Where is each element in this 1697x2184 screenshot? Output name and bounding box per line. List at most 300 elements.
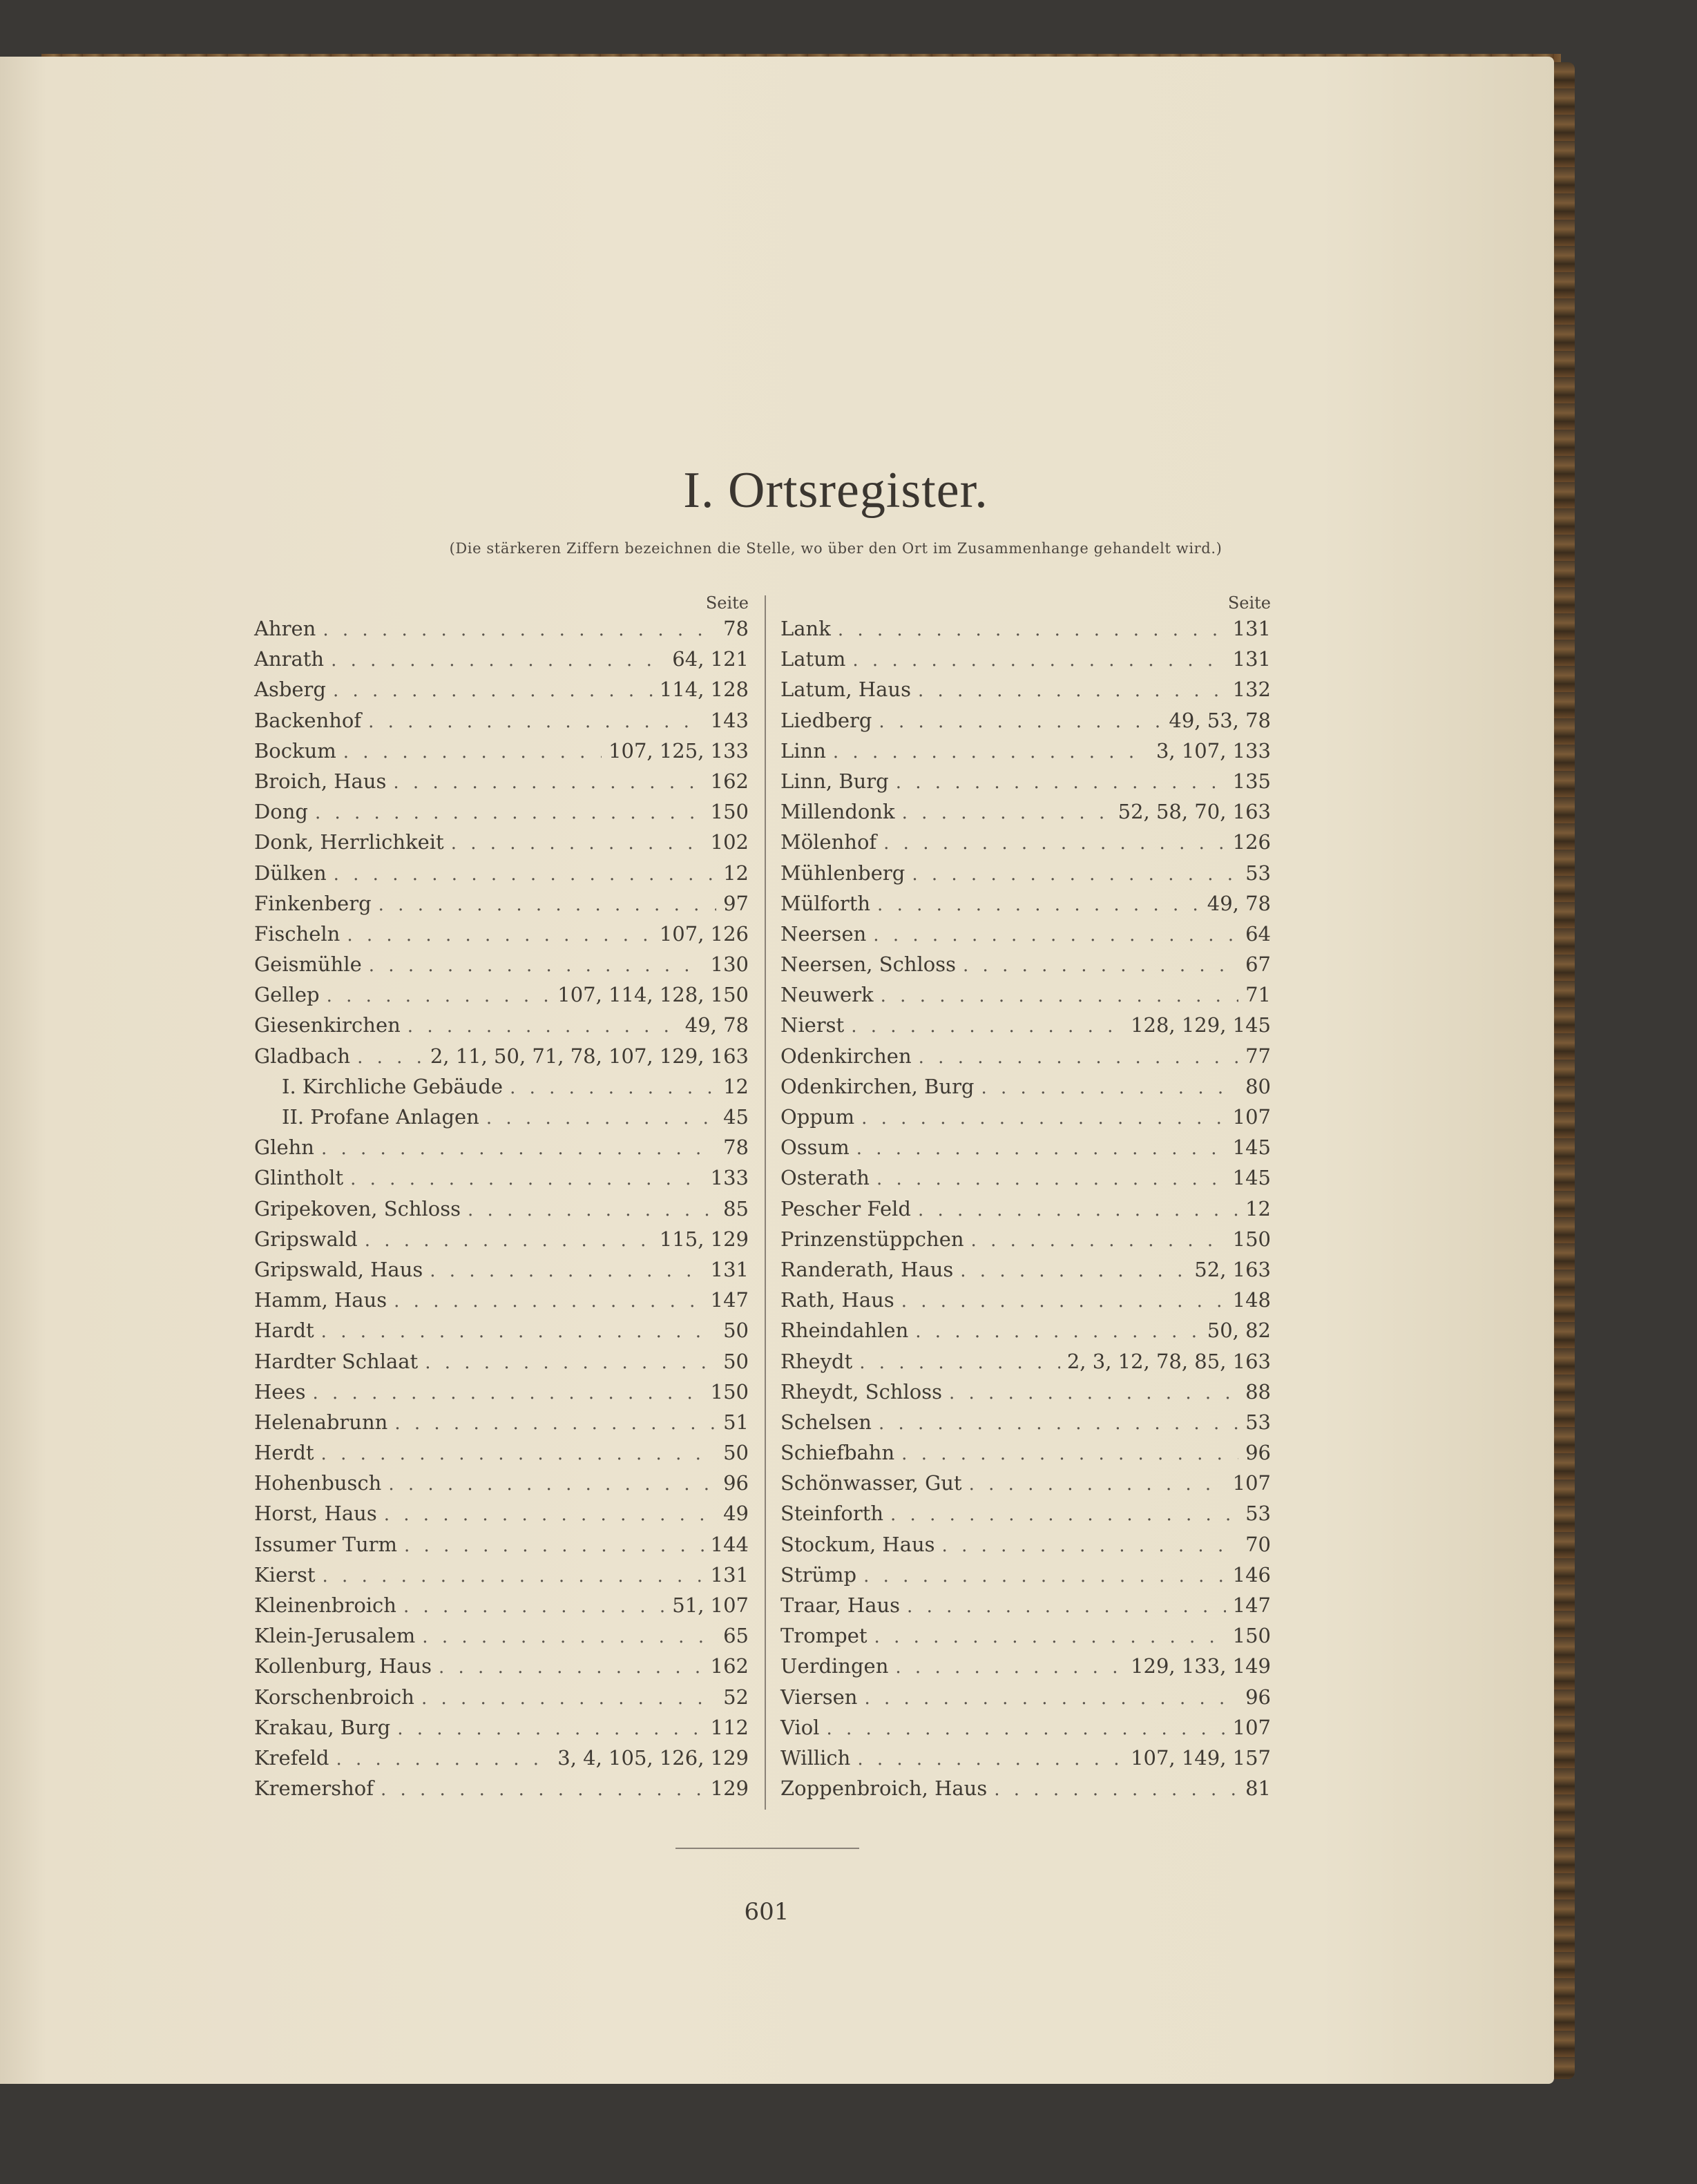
index-entry [254, 1377, 749, 1407]
dot-leader [901, 1286, 1226, 1316]
dot-leader [347, 920, 653, 950]
index-entry [780, 888, 1271, 919]
page-subtitle: (Die stärkeren Ziffern bezeichnen die Stelle, wo über den Ort im Zusammenhange gehandelt wird.) [449, 540, 1223, 557]
index-entry [780, 796, 1271, 827]
entry-page-numbers: 145 [1232, 1136, 1271, 1160]
entry-list-right [780, 613, 1271, 1803]
entry-place-name: Osterath [780, 1166, 870, 1190]
index-entry [254, 1041, 749, 1071]
entry-place-name: Hees [254, 1379, 306, 1404]
index-entry [254, 1102, 749, 1132]
dot-leader [994, 1774, 1238, 1805]
entry-page-numbers: 97 [723, 891, 749, 915]
entry-place-name: Neersen [780, 921, 867, 946]
page-title: I. Ortsregister. [683, 462, 988, 519]
dot-leader [394, 1408, 716, 1439]
index-entry [780, 1346, 1271, 1377]
entry-page-numbers: 148 [1232, 1288, 1271, 1312]
entry-place-name: Helenabrunn [254, 1410, 388, 1434]
entry-place-name: Zoppenbroich, Haus [780, 1776, 988, 1801]
entry-place-name: Krefeld [254, 1745, 329, 1770]
dot-leader [895, 1652, 1124, 1683]
entry-place-name: Klein-Jerusalem [254, 1624, 416, 1648]
index-entry [254, 1346, 749, 1377]
entry-place-name: Millendonk [780, 800, 895, 824]
index-entry [780, 1377, 1271, 1407]
index-entry [780, 1010, 1271, 1040]
index-entry [780, 1712, 1271, 1743]
entry-place-name: Randerath, Haus [780, 1257, 954, 1281]
dot-leader [468, 1195, 716, 1225]
entry-place-name: Hardter Schlaat [254, 1349, 419, 1373]
index-entry [254, 1194, 749, 1224]
entry-place-name: Geismühle [254, 952, 362, 977]
entry-page-numbers: 85 [723, 1196, 749, 1220]
index-entry [254, 674, 749, 705]
index-entry [780, 1162, 1271, 1193]
entry-page-numbers: 2, 3, 12, 78, 85, 163 [1066, 1349, 1271, 1373]
entry-place-name: Gellep [254, 983, 320, 1007]
index-entry [254, 644, 749, 674]
entry-place-name: Finkenberg [254, 891, 372, 915]
entry-page-numbers: 150 [710, 800, 749, 824]
entry-place-name: II. Profane Anlagen [282, 1105, 479, 1129]
entry-page-numbers: 107 [1232, 1715, 1271, 1739]
index-entry [254, 1620, 749, 1651]
entry-page-numbers: 145 [1232, 1166, 1271, 1190]
dot-leader [881, 981, 1238, 1011]
index-entry [254, 1651, 749, 1681]
entry-page-numbers: 12 [723, 1074, 749, 1098]
entry-place-name: Backenhof [254, 708, 362, 732]
dot-leader [919, 1042, 1238, 1073]
dot-leader [343, 737, 602, 767]
entry-page-numbers: 64 [1245, 921, 1271, 946]
entry-page-numbers: 107, 114, 128, 150 [557, 983, 749, 1007]
dot-leader [861, 1103, 1226, 1133]
dot-leader [826, 1714, 1225, 1744]
entry-place-name: Kremershof [254, 1776, 374, 1801]
dot-leader [403, 1591, 665, 1622]
entry-place-name: Ahren [254, 617, 316, 640]
index-entry [254, 1743, 749, 1773]
dot-leader [321, 1316, 716, 1347]
entry-place-name: Gripswald, Haus [254, 1257, 423, 1281]
entry-place-name: Schönwasser, Gut [780, 1471, 962, 1495]
dot-leader [451, 828, 704, 859]
entry-page-numbers: 131 [1232, 647, 1271, 671]
index-entry [254, 796, 749, 827]
entry-page-numbers: 51 [723, 1410, 749, 1434]
dot-leader [969, 1469, 1226, 1500]
entry-page-numbers: 67 [1245, 952, 1271, 977]
dot-leader [942, 1531, 1239, 1561]
index-entry [254, 1315, 749, 1345]
bottom-rule [675, 1848, 859, 1849]
index-entry [254, 736, 749, 766]
dot-leader [331, 645, 665, 676]
index-entry [780, 1254, 1271, 1285]
entry-place-name: Dong [254, 800, 308, 824]
entry-place-name: Gripswald [254, 1227, 358, 1251]
dot-leader [422, 1622, 716, 1652]
dot-leader [336, 1744, 550, 1774]
entry-page-numbers: 144 [710, 1532, 749, 1556]
entry-page-numbers: 52 [723, 1685, 749, 1709]
index-entry [780, 1437, 1271, 1468]
index-entry [780, 1773, 1271, 1803]
dot-leader [833, 737, 1149, 767]
entry-place-name: Rath, Haus [780, 1288, 894, 1312]
entry-page-numbers: 53 [1245, 1410, 1271, 1434]
entry-page-numbers: 12 [1245, 1196, 1271, 1220]
index-entry [254, 1437, 749, 1468]
entry-place-name: Hohenbusch [254, 1471, 382, 1495]
entry-place-name: Latum, Haus [780, 678, 911, 702]
dot-leader [877, 890, 1200, 920]
index-entry [780, 858, 1271, 888]
entry-page-numbers: 143 [710, 708, 749, 732]
entry-place-name: Stockum, Haus [780, 1532, 935, 1556]
index-entry [254, 888, 749, 919]
index-entry [254, 1010, 749, 1040]
entry-place-name: Oppum [780, 1105, 855, 1129]
index-entry [780, 1560, 1271, 1590]
index-entry [780, 827, 1271, 857]
entry-page-numbers: 129, 133, 149 [1131, 1654, 1271, 1678]
entry-page-numbers: 146 [1232, 1562, 1271, 1587]
dot-leader [397, 1714, 703, 1744]
dot-leader [971, 1225, 1226, 1256]
index-entry [254, 1773, 749, 1803]
index-entry [780, 1468, 1271, 1498]
index-entry [254, 1529, 749, 1560]
entry-place-name: Donk, Herrlichkeit [254, 830, 444, 854]
dot-leader [350, 1164, 704, 1194]
dot-leader [883, 828, 1226, 859]
entry-page-numbers: 115, 129 [659, 1227, 749, 1251]
index-entry [254, 1590, 749, 1620]
entry-page-numbers: 50 [723, 1349, 749, 1373]
dot-leader [334, 859, 716, 890]
index-entry [254, 1132, 749, 1162]
index-entry [254, 1560, 749, 1590]
dot-leader [874, 1622, 1226, 1652]
dot-leader [981, 1073, 1239, 1103]
entry-place-name: Mülforth [780, 891, 871, 915]
entry-place-name: Dülken [254, 861, 327, 885]
dot-leader [912, 859, 1238, 890]
index-entry [780, 766, 1271, 796]
dot-leader [918, 1195, 1238, 1225]
dot-leader [879, 1408, 1238, 1439]
dot-leader [918, 676, 1226, 706]
entry-page-numbers: 131 [710, 1562, 749, 1587]
entry-place-name: Neuwerk [780, 983, 874, 1007]
index-entry [254, 949, 749, 979]
index-entry [780, 705, 1271, 736]
dot-leader [323, 615, 716, 645]
index-entry [254, 1468, 749, 1498]
index-entry [780, 1315, 1271, 1345]
entry-place-name: Strümp [780, 1562, 857, 1587]
entry-place-name: Kollenburg, Haus [254, 1654, 432, 1678]
index-entry [780, 1041, 1271, 1071]
entry-place-name: Traar, Haus [780, 1593, 901, 1617]
dot-leader [381, 1774, 704, 1805]
entry-place-name: Rheydt [780, 1349, 853, 1373]
entry-page-numbers: 96 [723, 1471, 749, 1495]
index-entry [254, 1285, 749, 1315]
entry-place-name: Ossum [780, 1136, 850, 1160]
entry-place-name: Asberg [254, 678, 326, 702]
dot-leader [333, 676, 653, 706]
dot-leader [876, 1164, 1226, 1194]
dot-leader [486, 1103, 716, 1133]
entry-page-numbers: 147 [710, 1288, 749, 1312]
entry-page-numbers: 50, 82 [1207, 1319, 1271, 1343]
entry-page-numbers: 150 [1232, 1227, 1271, 1251]
dot-leader [368, 707, 704, 737]
entry-page-numbers: 52, 163 [1194, 1257, 1271, 1281]
entry-place-name: Hardt [254, 1319, 314, 1343]
entry-page-numbers: 150 [1232, 1624, 1271, 1648]
entry-page-numbers: 64, 121 [672, 647, 749, 671]
index-entry [254, 613, 749, 644]
entry-page-numbers: 133 [710, 1166, 749, 1190]
dot-leader [394, 1286, 703, 1316]
entry-place-name: Korschenbroich [254, 1685, 414, 1709]
index-entry [254, 1407, 749, 1437]
dot-leader [430, 1256, 703, 1286]
dot-leader [963, 950, 1238, 981]
entry-page-numbers: 52, 58, 70, 163 [1118, 800, 1271, 824]
entry-place-name: Gladbach [254, 1044, 351, 1068]
dot-leader [949, 1378, 1238, 1408]
entry-page-numbers: 162 [710, 1654, 749, 1678]
entry-page-numbers: 96 [1245, 1441, 1271, 1465]
book-page [0, 57, 1554, 2084]
index-column-left [254, 593, 749, 1803]
entry-page-numbers: 49, 53, 78 [1169, 708, 1271, 732]
entry-page-numbers: 107, 126 [659, 921, 749, 946]
entry-page-numbers: 150 [710, 1379, 749, 1404]
entry-page-numbers: 126 [1232, 830, 1271, 854]
index-entry [254, 1254, 749, 1285]
entry-place-name: Steinforth [780, 1502, 884, 1526]
entry-place-name: Linn, Burg [780, 769, 889, 793]
index-entry [780, 1590, 1271, 1620]
dot-leader [879, 707, 1162, 737]
dot-leader [321, 1439, 717, 1469]
index-entry [254, 1712, 749, 1743]
entry-place-name: Gripekoven, Schloss [254, 1196, 461, 1220]
dot-leader [896, 767, 1226, 798]
entry-page-numbers: 49, 78 [1207, 891, 1271, 915]
entry-place-name: Schelsen [780, 1410, 872, 1434]
entry-page-numbers: 131 [1232, 617, 1271, 640]
dot-leader [408, 1011, 678, 1042]
entry-page-numbers: 107 [1232, 1105, 1271, 1129]
index-entry [780, 1620, 1271, 1651]
entry-place-name: Anrath [254, 647, 325, 671]
entry-place-name: Fischeln [254, 921, 341, 946]
entry-page-numbers: 78 [723, 617, 749, 640]
entry-page-numbers: 2, 11, 50, 71, 78, 107, 129, 163 [430, 1044, 749, 1068]
entry-place-name: Mölenhof [780, 830, 877, 854]
entry-place-name: Mühlenberg [780, 861, 905, 885]
dot-leader [315, 798, 704, 828]
column-header-seite: Seite [705, 593, 749, 613]
entry-page-numbers: 128, 129, 145 [1131, 1013, 1271, 1037]
dot-leader [864, 1683, 1238, 1714]
index-entry [780, 1651, 1271, 1681]
entry-page-numbers: 49 [723, 1502, 749, 1526]
entry-page-numbers: 53 [1245, 861, 1271, 885]
entry-place-name: Odenkirchen [780, 1044, 912, 1068]
index-entry [780, 1224, 1271, 1254]
dot-leader [838, 615, 1226, 645]
entry-page-numbers: 71 [1245, 983, 1271, 1007]
dot-leader [873, 920, 1238, 950]
entry-page-numbers: 88 [1245, 1379, 1271, 1404]
entry-page-numbers: 102 [710, 830, 749, 854]
dot-leader [852, 645, 1225, 676]
dot-leader [421, 1683, 716, 1714]
index-entry [780, 979, 1271, 1010]
index-entry [780, 1529, 1271, 1560]
index-entry [780, 674, 1271, 705]
entry-page-numbers: 107, 149, 157 [1131, 1745, 1271, 1770]
index-entry [254, 766, 749, 796]
entry-page-numbers: 131 [710, 1257, 749, 1281]
dot-leader [902, 798, 1111, 828]
entry-page-numbers: 77 [1245, 1044, 1271, 1068]
index-entry [780, 919, 1271, 949]
index-entry [780, 1407, 1271, 1437]
dot-leader [863, 1561, 1226, 1591]
index-entry [780, 1132, 1271, 1162]
dot-leader [859, 1348, 1060, 1378]
entry-page-numbers: 132 [1232, 678, 1271, 702]
dot-leader [384, 1500, 716, 1530]
entry-place-name: Viol [780, 1715, 820, 1739]
dot-leader [915, 1316, 1200, 1347]
entry-page-numbers: 112 [710, 1715, 749, 1739]
entry-place-name: Neersen, Schloss [780, 952, 957, 977]
entry-place-name: Rheindahlen [780, 1319, 909, 1343]
index-entry [254, 1162, 749, 1193]
index-entry [780, 1743, 1271, 1773]
dot-leader [439, 1652, 704, 1683]
index-entry [780, 1194, 1271, 1224]
entry-place-name: Odenkirchen, Burg [780, 1074, 975, 1098]
entry-page-numbers: 130 [710, 952, 749, 977]
index-entry [254, 1498, 749, 1529]
entry-page-numbers: 51, 107 [672, 1593, 749, 1617]
entry-page-numbers: 107 [1232, 1471, 1271, 1495]
entry-page-numbers: 129 [710, 1776, 749, 1801]
entry-page-numbers: 107, 125, 133 [608, 738, 749, 763]
index-entry [254, 919, 749, 949]
index-entry [254, 979, 749, 1010]
index-entry [254, 1682, 749, 1712]
entry-page-numbers: 50 [723, 1319, 749, 1343]
entry-place-name: Schiefbahn [780, 1441, 895, 1465]
entry-page-numbers: 81 [1245, 1776, 1271, 1801]
entry-place-name: Latum [780, 647, 846, 671]
dot-leader [404, 1531, 704, 1561]
dot-leader [960, 1256, 1187, 1286]
dot-leader [313, 1378, 704, 1408]
entry-page-numbers: 53 [1245, 1502, 1271, 1526]
index-column-right [780, 593, 1271, 1803]
entry-page-numbers: 45 [723, 1105, 749, 1129]
dot-leader [856, 1133, 1226, 1164]
entry-page-numbers: 65 [723, 1624, 749, 1648]
index-entry [254, 1224, 749, 1254]
dot-leader [323, 1561, 704, 1591]
entry-place-name: Herdt [254, 1441, 314, 1465]
entry-page-numbers: 96 [1245, 1685, 1271, 1709]
entry-list-left [254, 613, 749, 1803]
entry-page-numbers: 135 [1232, 769, 1271, 793]
entry-place-name: Glintholt [254, 1166, 344, 1190]
dot-leader [393, 767, 703, 798]
dot-leader [365, 1225, 653, 1256]
column-header-seite: Seite [1227, 593, 1271, 613]
page-number: 601 [744, 1898, 789, 1926]
index-entry [780, 613, 1271, 644]
dot-leader [321, 1133, 716, 1164]
entry-place-name: Linn [780, 738, 826, 763]
entry-place-name: Hamm, Haus [254, 1288, 387, 1312]
entry-page-numbers: 114, 128 [659, 678, 749, 702]
entry-place-name: Giesenkirchen [254, 1013, 401, 1037]
entry-page-numbers: 78 [723, 1136, 749, 1160]
dot-leader [901, 1439, 1238, 1469]
dot-leader [388, 1469, 716, 1500]
entry-page-numbers: 49, 78 [684, 1013, 749, 1037]
entry-place-name: Horst, Haus [254, 1502, 377, 1526]
entry-place-name: Uerdingen [780, 1654, 889, 1678]
column-divider [765, 595, 766, 1810]
index-entry [254, 827, 749, 857]
index-entry [780, 1498, 1271, 1529]
entry-page-numbers: 70 [1245, 1532, 1271, 1556]
index-entry [254, 858, 749, 888]
index-entry [780, 1071, 1271, 1102]
index-entry [254, 1071, 749, 1102]
index-entry [780, 949, 1271, 979]
entry-place-name: Nierst [780, 1013, 845, 1037]
dot-leader [907, 1591, 1226, 1622]
entry-page-numbers: 162 [710, 769, 749, 793]
dot-leader [369, 950, 704, 981]
entry-place-name: Glehn [254, 1136, 314, 1160]
entry-page-numbers: 50 [723, 1441, 749, 1465]
entry-place-name: Trompet [780, 1624, 867, 1648]
entry-place-name: Kleinenbroich [254, 1593, 396, 1617]
entry-page-numbers: 3, 4, 105, 126, 129 [557, 1745, 749, 1770]
index-entry [780, 736, 1271, 766]
entry-place-name: Kierst [254, 1562, 316, 1587]
entry-place-name: Liedberg [780, 708, 872, 732]
entry-page-numbers: 147 [1232, 1593, 1271, 1617]
entry-place-name: Krakau, Burg [254, 1715, 391, 1739]
entry-page-numbers: 12 [723, 861, 749, 885]
entry-place-name: Prinzenstüppchen [780, 1227, 964, 1251]
